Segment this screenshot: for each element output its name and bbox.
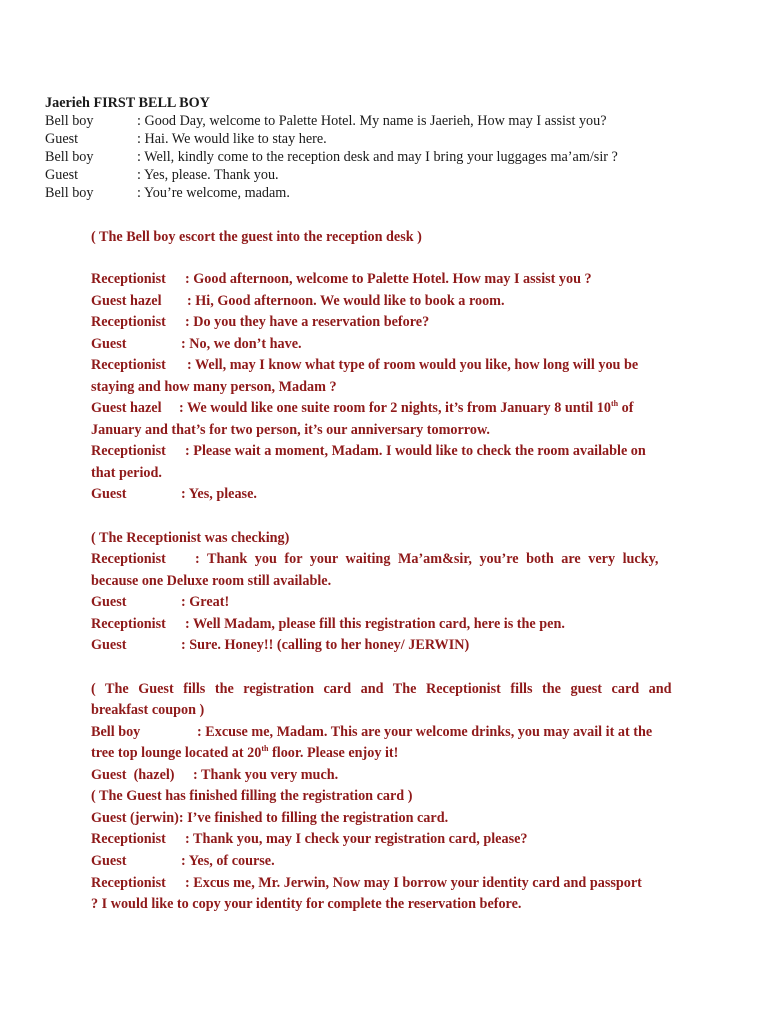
dialogue-continuation: ? I would like to copy your identity for complete the reservation before.: [91, 896, 522, 912]
ordinal-suffix: th: [610, 399, 619, 408]
dialogue-text: tree top lounge located at 20: [91, 745, 262, 761]
dialogue-text: : Well, kindly come to the reception desk and may I bring your luggages ma’am/sir ?: [137, 149, 618, 165]
speaker-label: Guest hazel: [91, 400, 162, 416]
dialogue-text: : Hai. We would like to stay here.: [137, 131, 327, 147]
speaker-label: Guest: [91, 637, 127, 653]
dialogue-line: [91, 356, 638, 374]
dialogue-line: [91, 874, 642, 892]
speaker-label: Guest: [45, 131, 79, 147]
dialogue-line: [45, 166, 279, 184]
dialogue-text: : Excus me, Mr. Jerwin, Now may I borrow your identity card and passport: [185, 875, 642, 891]
dialogue-line: [91, 830, 527, 848]
dialogue-text: : Well Madam, please fill this registration card, here is the pen.: [185, 616, 565, 632]
stage-direction: ( The Bell boy escort the guest into the reception desk ): [91, 229, 422, 245]
dialogue-line: [91, 399, 633, 417]
speaker-label: Bell boy: [45, 185, 94, 201]
speaker-label: Guest: [45, 167, 79, 183]
dialogue-text: : Great!: [181, 594, 230, 610]
dialogue-text: : Sure. Honey!! (calling to her honey/ JERWIN): [181, 637, 470, 653]
dialogue-text: : Good Day, welcome to Palette Hotel. My name is Jaerieh, How may I assist you?: [137, 113, 607, 129]
dialogue-text: : Excuse me, Madam. This are your welcome drinks, you may avail it at the: [197, 724, 653, 740]
dialogue-continuation: because one Deluxe room still available.: [91, 573, 332, 589]
dialogue-text: : Do you they have a reservation before?: [185, 314, 430, 330]
dialogue-line: [91, 615, 565, 633]
speaker-label: Bell boy: [91, 724, 141, 740]
dialogue-text: : Yes, please. Thank you.: [137, 167, 279, 183]
dialogue-line: [45, 112, 607, 130]
dialogue-continuation: [91, 744, 398, 762]
speaker-label: Receptionist: [91, 443, 166, 459]
dialogue-line: [91, 442, 646, 460]
dialogue-line: [91, 292, 505, 310]
speaker-label: Receptionist: [91, 314, 166, 330]
dialogue-continuation: staying and how many person, Madam ?: [91, 379, 337, 395]
dialogue-text: : Thank you, may I check your registration card, please?: [185, 831, 528, 847]
speaker-label: Guest: [91, 336, 127, 352]
stage-direction: ( The Guest has finished filling the registration card ): [91, 788, 413, 804]
dialogue-continuation: that period.: [91, 465, 162, 481]
dialogue-line: [91, 766, 338, 784]
dialogue-text-end: floor. Please enjoy it!: [268, 745, 399, 761]
speaker-label: Bell boy: [45, 149, 94, 165]
speaker-label: Bell boy: [45, 113, 94, 129]
dialogue-text: : Good afternoon, welcome to Palette Hotel. How may I assist you ?: [185, 271, 592, 287]
stage-direction: ( The Receptionist was checking): [91, 530, 290, 546]
dialogue-line: [91, 485, 257, 503]
dialogue-text: : No, we don’t have.: [181, 336, 302, 352]
speaker-label: Receptionist: [91, 616, 166, 632]
speaker-label: Guest hazel: [91, 293, 162, 309]
dialogue-line: [91, 593, 229, 611]
dialogue-line: [91, 313, 429, 331]
dialogue-line: [91, 550, 658, 568]
speaker-label: Guest: [91, 486, 127, 502]
speaker-label: Receptionist: [91, 875, 166, 891]
dialogue-line: [45, 184, 290, 202]
speaker-label: Receptionist: [91, 357, 166, 373]
document-title: Jaerieh FIRST BELL BOY: [45, 95, 210, 111]
dialogue-text: : Hi, Good afternoon. We would like to book a room.: [187, 293, 505, 309]
dialogue-line: [91, 270, 592, 288]
dialogue-line: [45, 148, 618, 166]
dialogue-text: : Thank you very much.: [193, 767, 339, 783]
dialogue-text: : You’re welcome, madam.: [137, 185, 290, 201]
dialogue-line: Guest (jerwin): I’ve finished to filling the registration card.: [91, 810, 449, 826]
dialogue-line: [91, 335, 302, 353]
dialogue-continuation: January and that’s for two person, it’s our anniversary tomorrow.: [91, 422, 490, 438]
ordinal-suffix: th: [261, 744, 269, 753]
dialogue-text: : We would like one suite room for 2 nights, it’s from January 8 until 10: [179, 400, 611, 416]
dialogue-line: [45, 130, 327, 148]
dialogue-line: [91, 852, 275, 870]
speaker-label: Receptionist: [91, 551, 166, 567]
dialogue-text-end: of: [618, 400, 634, 416]
dialogue-line: [91, 636, 469, 654]
speaker-label: Receptionist: [91, 831, 166, 847]
speaker-label: Guest: [91, 594, 127, 610]
dialogue-line: [91, 723, 652, 741]
speaker-label: Guest: [91, 853, 127, 869]
dialogue-text: : Yes, please.: [181, 486, 257, 502]
dialogue-text: : Yes, of course.: [181, 853, 275, 869]
speaker-label: Receptionist: [91, 271, 166, 287]
stage-direction: ( The Guest fills the registration card and The Receptionist fills the guest card and: [91, 681, 672, 697]
dialogue-text: : Thank you for your waiting Ma’am&sir, you’re both are very lucky,: [195, 551, 659, 567]
stage-direction-continuation: breakfast coupon ): [91, 702, 205, 718]
speaker-label: Guest (hazel): [91, 767, 175, 783]
dialogue-text: : Well, may I know what type of room would you like, how long will you be: [187, 357, 639, 373]
dialogue-text: : Please wait a moment, Madam. I would like to check the room available on: [185, 443, 646, 459]
